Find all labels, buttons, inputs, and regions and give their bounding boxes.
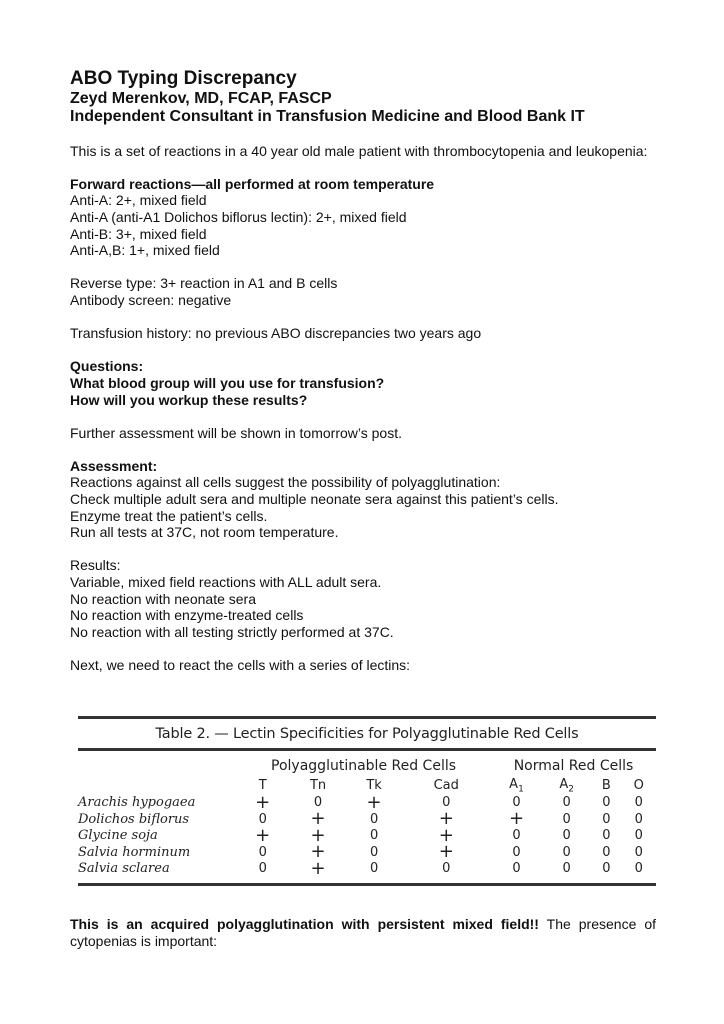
- intro-paragraph: This is a set of reactions in a 40 year old male patient with thrombocytopenia and leukopenia:: [70, 142, 648, 159]
- column-header: T: [258, 778, 267, 794]
- assessment-line: Check multiple adult sera and multiple neonate sera against this patient’s cells.: [70, 491, 559, 508]
- reaction-cell: 0: [602, 795, 611, 811]
- group-header-polyagglutinable: Polyagglutinable Red Cells: [271, 758, 457, 774]
- author-line: Zeyd Merenkov, MD, FCAP, FASCP: [70, 90, 332, 107]
- reaction-cell: +: [310, 808, 326, 830]
- reaction-cell: 0: [442, 795, 451, 811]
- forward-line: Anti-A: 2+, mixed field: [70, 192, 207, 209]
- reaction-cell: 0: [562, 795, 571, 811]
- reaction-cell: +: [438, 841, 454, 863]
- reaction-cell: 0: [562, 844, 571, 860]
- column-header: Tk: [366, 778, 382, 794]
- further-note: Further assessment will be shown in tomorrow’s post.: [70, 424, 402, 441]
- reaction-cell: +: [438, 808, 454, 830]
- lectin-name: Glycine soja: [78, 828, 158, 844]
- conclusion-bold: This is an acquired polyagglutination with persistent mixed field!!: [70, 916, 539, 932]
- reaction-cell: +: [366, 791, 382, 813]
- reverse-line: Reverse type: 3+ reaction in A1 and B cells: [70, 275, 338, 292]
- reaction-cell: 0: [512, 861, 521, 877]
- table-row: [78, 861, 656, 878]
- lectin-name: Arachis hypogaea: [78, 795, 196, 811]
- reaction-cell: 0: [313, 795, 323, 811]
- column-header: Cad: [433, 778, 459, 794]
- reaction-cell: 0: [369, 828, 379, 844]
- questions-heading: Questions:: [70, 358, 144, 375]
- document-page: [70, 68, 656, 674]
- reaction-cell: 0: [369, 861, 379, 877]
- column-header: $A_1$: [509, 777, 524, 795]
- column-header: O: [633, 778, 644, 794]
- reaction-cell: 0: [634, 795, 643, 811]
- results-line: Variable, mixed field reactions with ALL adult sera.: [70, 574, 382, 591]
- lectin-name: Salvia horminum: [78, 844, 191, 860]
- conclusion-paragraph: [70, 916, 656, 950]
- reaction-cell: 0: [512, 828, 521, 844]
- reaction-cell: 0: [258, 861, 267, 877]
- lectin-table: [78, 751, 656, 877]
- reaction-cell: 0: [634, 844, 643, 860]
- document-title: ABO Typing Discrepancy: [70, 68, 297, 89]
- reaction-cell: 0: [602, 861, 611, 877]
- reaction-cell: 0: [258, 811, 267, 827]
- reaction-cell: 0: [369, 844, 379, 860]
- question-line: What blood group will you use for transfusion?: [70, 374, 385, 391]
- assessment-line: Reactions against all cells suggest the possibility of polyagglutination:: [70, 474, 501, 491]
- lectin-table-figure: [78, 716, 656, 886]
- reaction-cell: 0: [602, 844, 611, 860]
- reaction-cell: 0: [634, 861, 643, 877]
- assessment-line: Run all tests at 37C, not room temperature.: [70, 524, 339, 541]
- affiliation-line: Independent Consultant in Transfusion Medicine and Blood Bank IT: [70, 108, 585, 125]
- lectin-name: Dolichos biflorus: [78, 811, 190, 827]
- column-header: $A_2$: [559, 777, 574, 795]
- reaction-cell: 0: [562, 861, 571, 877]
- reaction-cell: +: [310, 841, 326, 863]
- column-header: Tn: [309, 778, 327, 794]
- reaction-cell: 0: [512, 795, 521, 811]
- reaction-cell: +: [255, 824, 271, 846]
- results-line: No reaction with all testing strictly performed at 37C.: [70, 623, 394, 640]
- reaction-cell: +: [255, 791, 271, 813]
- table-row: [78, 795, 656, 812]
- assessment-line: Enzyme treat the patient’s cells.: [70, 507, 268, 524]
- group-header-normal: Normal Red Cells: [513, 758, 634, 774]
- next-step: Next, we need to react the cells with a series of lectins:: [70, 657, 411, 673]
- reaction-cell: +: [508, 808, 525, 830]
- lectin-name: Salvia sclarea: [78, 861, 170, 877]
- reaction-cell: 0: [634, 828, 643, 844]
- results-line: No reaction with enzyme-treated cells: [70, 607, 304, 624]
- table-bottom-rule: [78, 883, 656, 886]
- reaction-cell: 0: [562, 828, 571, 844]
- reaction-cell: 0: [442, 861, 451, 877]
- table-row: [78, 811, 656, 828]
- reaction-cell: 0: [369, 811, 379, 827]
- reaction-cell: 0: [258, 844, 267, 860]
- question-line: How will you workup these results?: [70, 391, 308, 408]
- reaction-cell: +: [310, 824, 326, 846]
- assessment-heading: Assessment:: [70, 457, 158, 474]
- antibody-screen-line: Antibody screen: negative: [70, 291, 232, 308]
- forward-line: Anti-B: 3+, mixed field: [70, 225, 207, 242]
- table-row: [78, 828, 656, 845]
- forward-heading: Forward reactions—all performed at room temperature: [70, 175, 435, 192]
- forward-line: Anti-A,B: 1+, mixed field: [70, 242, 220, 259]
- reaction-cell: 0: [634, 811, 643, 827]
- column-header: B: [601, 778, 611, 794]
- table-body: [78, 791, 656, 879]
- reaction-cell: +: [310, 857, 326, 879]
- reaction-cell: 0: [602, 811, 611, 827]
- reaction-cell: 0: [602, 828, 611, 844]
- reaction-cell: +: [438, 824, 454, 846]
- table-row: [78, 844, 656, 861]
- results-line: No reaction with neonate sera: [70, 590, 256, 607]
- reaction-cell: 0: [512, 844, 521, 860]
- conclusion-rest: The presence of cytopenias is important:: [70, 916, 656, 949]
- reaction-cell: 0: [562, 811, 571, 827]
- results-heading: Results:: [70, 557, 121, 574]
- forward-line: Anti-A (anti-A1 Dolichos biflorus lectin): 2+, mixed field: [70, 208, 407, 225]
- table-title: Table 2. — Lectin Specificities for Polyagglutinable Red Cells: [155, 726, 579, 742]
- transfusion-history: Transfusion history: no previous ABO discrepancies two years ago: [70, 325, 482, 342]
